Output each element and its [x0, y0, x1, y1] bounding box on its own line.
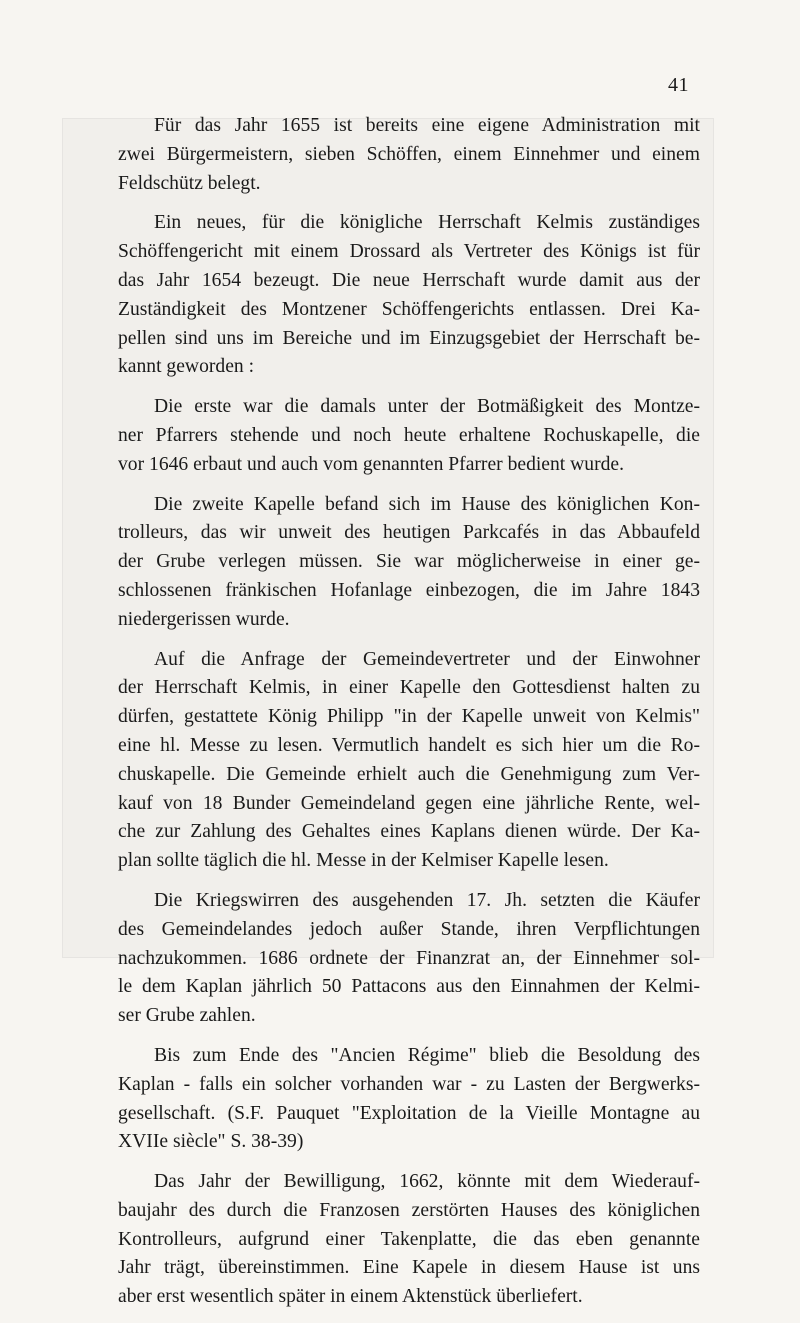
text-line: le dem Kaplan jährlich 50 Pattacons aus den Einnahmen der Kelmi- [118, 976, 700, 998]
text-line: Ein neues, für die königliche Herrschaft Kelmis zuständiges [154, 212, 700, 234]
text-line: chuskapelle. Die Gemeinde erhielt auch die Genehmigung zum Ver- [118, 763, 700, 785]
paragraph [118, 1168, 700, 1312]
text-line: baujahr des durch die Franzosen zerstörten Hauses des königlichen [118, 1199, 700, 1221]
text-line: XVIIe siècle" S. 38-39) [118, 1131, 304, 1153]
text-line: ser Grube zahlen. [118, 1005, 256, 1027]
text-line: Die erste war die damals unter der Botmäßigkeit des Montze- [154, 396, 700, 418]
paragraph [118, 491, 700, 635]
text-line: ner Pfarrers stehende und noch heute erhaltene Rochuskapelle, die [118, 424, 700, 446]
text-line: zwei Bürgermeistern, sieben Schöffen, einem Einnehmer und einem [118, 143, 700, 165]
page-number: 41 [668, 74, 689, 96]
paragraph [118, 209, 700, 382]
text-line: Jahr trägt, übereinstimmen. Eine Kapele in diesem Hause ist uns [118, 1257, 700, 1279]
text-line: das Jahr 1654 bezeugt. Die neue Herrschaft wurde damit aus der [118, 269, 700, 291]
body-text [118, 112, 700, 1323]
text-line: Das Jahr der Bewilligung, 1662, könnte mit dem Wiederauf- [154, 1171, 700, 1193]
paragraph [118, 887, 700, 1031]
text-line: schlossenen fränkischen Hofanlage einbezogen, die im Jahre 1843 [118, 579, 700, 601]
text-line: Zuständigkeit des Montzener Schöffengerichts entlassen. Drei Ka- [118, 298, 700, 320]
paragraph [118, 112, 700, 198]
text-line: der Grube verlegen müssen. Sie war möglicherweise in einer ge- [118, 551, 700, 573]
text-line: plan sollte täglich die hl. Messe in der Kelmiser Kapelle lesen. [118, 850, 609, 872]
paragraph [118, 646, 700, 876]
text-line: aber erst wesentlich später in einem Aktenstück überliefert. [118, 1286, 583, 1308]
paragraph [118, 1042, 700, 1157]
text-line: des Gemeindelandes jedoch außer Stande, ihren Verpflichtungen [118, 918, 700, 940]
text-line: gesellschaft. (S.F. Pauquet "Exploitation de la Vieille Montagne au [118, 1102, 700, 1124]
text-line: pellen sind uns im Bereiche und im Einzugsgebiet der Herrschaft be- [118, 327, 700, 349]
text-line: kauf von 18 Bunder Gemeindeland gegen eine jährliche Rente, wel- [118, 792, 700, 814]
text-line: eine hl. Messe zu lesen. Vermutlich handelt es sich hier um die Ro- [118, 734, 700, 756]
text-line: trolleurs, das wir unweit des heutigen Parkcafés in das Abbaufeld [118, 522, 700, 544]
text-line: che zur Zahlung des Gehaltes eines Kaplans dienen würde. Der Ka- [118, 821, 700, 843]
text-line: Die Kriegswirren des ausgehenden 17. Jh. setzten die Käufer [154, 889, 700, 911]
text-line: Schöffengericht mit einem Drossard als Vertreter des Königs ist für [118, 241, 700, 263]
text-line: Die zweite Kapelle befand sich im Hause des königlichen Kon- [154, 493, 700, 515]
text-line: der Herrschaft Kelmis, in einer Kapelle den Gottesdienst halten zu [118, 677, 700, 699]
text-line: Bis zum Ende des "Ancien Régime" blieb die Besoldung des [154, 1044, 700, 1066]
text-line: Kaplan - falls ein solcher vorhanden war - zu Lasten der Bergwerks- [118, 1073, 700, 1095]
text-line: Für das Jahr 1655 ist bereits eine eigene Administration mit [154, 115, 700, 136]
text-line: Feldschütz belegt. [118, 172, 261, 194]
text-line: Auf die Anfrage der Gemeindevertreter und der Einwohner [154, 648, 700, 670]
text-line: nachzukommen. 1686 ordnete der Finanzrat an, der Einnehmer sol- [118, 947, 700, 969]
paragraph [118, 393, 700, 479]
text-line: niedergerissen wurde. [118, 608, 290, 630]
text-line: Kontrolleurs, aufgrund einer Takenplatte, die das eben genannte [118, 1228, 700, 1250]
text-line: dürfen, gestattete König Philipp "in der Kapelle unweit von Kelmis" [118, 706, 700, 728]
text-line: kannt geworden : [118, 356, 255, 378]
text-line: vor 1646 erbaut und auch vom genannten Pfarrer bedient wurde. [118, 453, 625, 475]
